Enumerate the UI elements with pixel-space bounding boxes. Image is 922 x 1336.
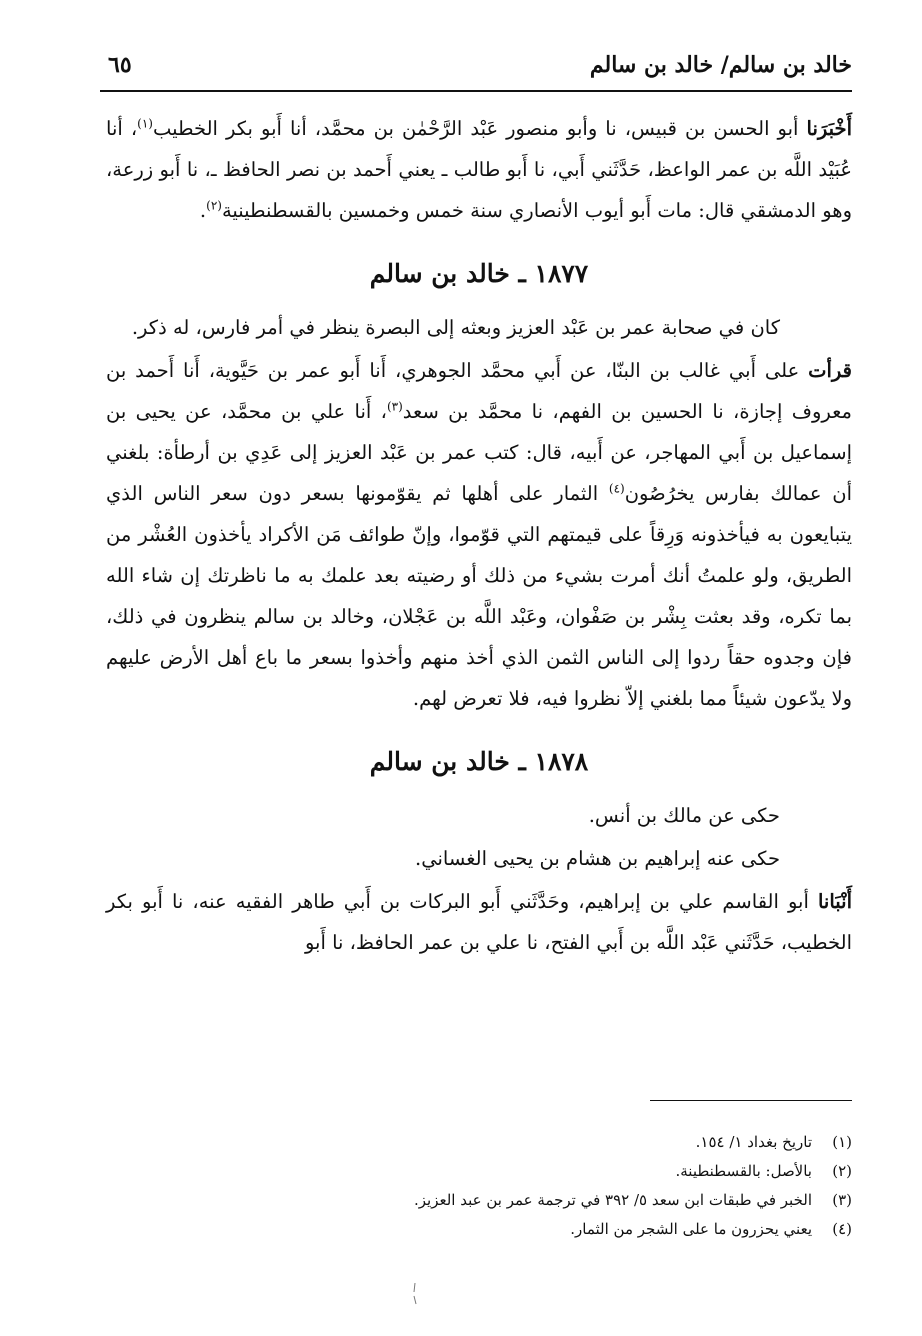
footnote-number: (٣) bbox=[832, 1191, 852, 1209]
paragraph bbox=[106, 350, 852, 719]
paragraph-text: حكى عن مالك بن أنس. bbox=[588, 804, 780, 827]
footnote-rule bbox=[650, 1100, 852, 1101]
paragraph-text: ، أَنا علي بن محمَّد، عن يحيى بن إسماعيل بن أَبي المهاجر، عن أَبيه، قال: كتب عمر بن عَبْد العزيز إلى عَدِي بن أرطأة: بلغني أن عمالك بفارس يخرُصُون bbox=[106, 400, 852, 505]
paragraph-text: حكى عنه إبراهيم بن هشام بن يحيى الغساني. bbox=[415, 847, 780, 870]
transmission-term: أَنْبَانا bbox=[817, 890, 852, 913]
paragraph bbox=[106, 838, 852, 879]
footnote-ref[interactable]: (١) bbox=[137, 116, 153, 131]
footnote-number: (٤) bbox=[832, 1220, 852, 1238]
paragraph bbox=[106, 108, 852, 231]
footnote-ref[interactable]: (٤) bbox=[608, 481, 625, 496]
paragraph-text: على أَبي غالب بن البنّا، عن أَبي محمَّد الجوهري، أَنا أَبو عمر بن حَيَّوية، أَنا أَحمد بن معروف إجازة، نا الحسين بن الفهم، نا محمَّد بن سعد bbox=[106, 359, 852, 423]
footnote bbox=[300, 1186, 852, 1215]
footnote-text: الخبر في طبقات ابن سعد ٥/ ٣٩٢ في ترجمة عمر بن عبد العزيز. bbox=[413, 1191, 812, 1209]
paragraph-text: . bbox=[199, 199, 207, 222]
footnote bbox=[300, 1128, 852, 1157]
transmission-term: أَخْبَرَنا bbox=[806, 117, 853, 140]
paragraph-text: أبو الحسن بن قبيس، نا وأبو منصور عَبْد الرَّحْمٰن بن محمَّد، أنا أَبو بكر الخطيب bbox=[152, 117, 807, 140]
paragraph-text: أبو القاسم علي بن إبراهيم، وحَدَّثَني أَبو البركات بن أَبي طاهر الفقيه عنه، نا أَبو بكر الخطيب، حَدَّثَني عَبْد اللَّه بن أَبي الفتح، نا علي بن عمر الحافظ، نا أَبو bbox=[106, 890, 852, 954]
footnote-ref[interactable]: (٢) bbox=[206, 198, 222, 213]
scan-smudge bbox=[412, 1282, 418, 1306]
footnote-number: (١) bbox=[832, 1133, 852, 1151]
transmission-term: قرأت bbox=[808, 359, 852, 382]
footnote-text: يعني يحزرون ما على الشجر من الثمار. bbox=[570, 1220, 812, 1238]
page-number: ٦٥ bbox=[108, 52, 132, 78]
paragraph bbox=[106, 881, 852, 963]
footnote-text: بالأصل: بالقسطنطينة. bbox=[675, 1162, 812, 1180]
main-text bbox=[106, 108, 852, 963]
paragraph-text: كان في صحابة عمر بن عَبْد العزيز وبعثه إلى البصرة ينظر في أمر فارس، له ذكر. bbox=[131, 316, 780, 339]
paragraph bbox=[106, 795, 852, 836]
footnote bbox=[300, 1215, 852, 1244]
footnote-text: تاريخ بغداد ١/ ١٥٤. bbox=[695, 1133, 812, 1151]
paragraph bbox=[106, 307, 852, 348]
page-header bbox=[100, 52, 852, 88]
header-rule bbox=[100, 90, 852, 92]
paragraph-text: ، أنا عُبَيْد اللَّه بن عمر الواعظ، حَدَّثَني أَبي، نا أَبو طالب ـ يعني أَحمد بن نصر الحافظ ـ، نا أَبو زرعة، وهو الدمشقي قال: مات أَبو أيوب الأنصاري سنة خمس وخمسين بالقسطنطينية bbox=[106, 117, 852, 222]
running-title: خالد بن سالم/ خالد بن سالم bbox=[589, 52, 852, 78]
entry-heading: ١٨٧٨ ـ خالد بن سالم bbox=[369, 747, 589, 776]
footnote bbox=[300, 1157, 852, 1186]
entry-heading: ١٨٧٧ ـ خالد بن سالم bbox=[369, 259, 589, 288]
paragraph-text: الثمار على أهلها ثم يقوّمونها بسعر دون سعر الناس الذي يتبايعون به فيأخذونه وَرِقاً على قيمتهم التي قوّموا، وإنّ طوائف مَن الأكراد يأخذون العُشْر من الطريق، ولو علمتُ أنك أمرت بشيء من ذلك أو رضيته بعد علمك به ما ناظرتك إن شاء الله بما تكره، وقد بعثت بِشْر بن صَفْوان، وعَبْد اللَّه بن عَجْلان، وخالد بن سالم ينظرون في ذلك، فإن وجدوه حقاً ردوا إلى الناس الثمن الذي أخذ منهم وأخذوا بسعر ما باع أهل الأرض عليهم ولا يدّعون شيئاً مما بلغني إلاّ نظروا فيه، فلا تعرض لهم. bbox=[106, 482, 852, 710]
footnote-number: (٢) bbox=[832, 1162, 852, 1180]
footnote-ref[interactable]: (٣) bbox=[386, 399, 403, 414]
footnotes bbox=[300, 1128, 852, 1244]
